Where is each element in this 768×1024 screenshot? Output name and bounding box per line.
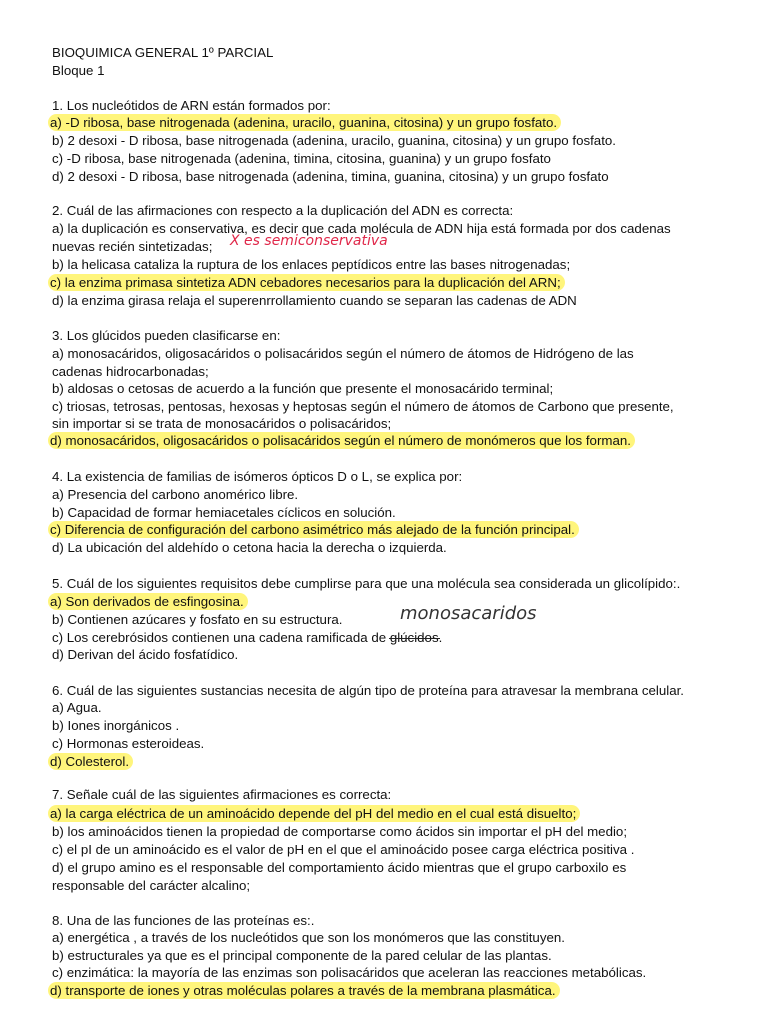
- q7-option-c: c) el pI de un aminoácido es el valor de pH en el que el aminoácido posee carga eléctrica positiva .: [52, 842, 635, 857]
- q8-option-a: a) energética , a través de los nucleótidos que son los monómeros que las constituyen.: [52, 930, 565, 945]
- question-2: 2. Cuál de las afirmaciones con respecto a la duplicación del ADN es correcta:: [52, 203, 514, 218]
- handwritten-note-monosacaridos: monosacaridos: [400, 603, 537, 624]
- q4-option-a: a) Presencia del carbono anomérico libre.: [52, 487, 299, 502]
- highlighted-answer: d) transporte de iones y otras moléculas polares a través de la membrana plasmática.: [48, 982, 560, 999]
- q3-option-b: b) aldosas o cetosas de acuerdo a la función que presente el monosacárido terminal;: [52, 381, 554, 396]
- struck-word: glúcidos: [389, 630, 439, 645]
- q8-option-d: [52, 982, 560, 999]
- handwritten-note-semiconservativa: X es semiconservativa: [230, 233, 388, 249]
- q7-option-a: [52, 805, 580, 822]
- q5-option-a: [52, 593, 248, 610]
- q1-option-a: [52, 114, 561, 131]
- q2-option-a-line1: a) la duplicación es conservativa, es decir que cada molécula de ADN hija está formada por dos cadenas: [52, 221, 671, 236]
- question-3: 3. Los glúcidos pueden clasificarse en:: [52, 328, 281, 343]
- highlighted-answer: d) monosacáridos, oligosacáridos o polisacáridos según el número de monómeros que los forman.: [48, 432, 635, 449]
- q1-option-b: b) 2 desoxi - D ribosa, base nitrogenada (adenina, uracilo, guanina, citosina) y un grupo fosfato.: [52, 133, 616, 148]
- q1-option-c: c) -D ribosa, base nitrogenada (adenina, timina, citosina, guanina) y un grupo fosfato: [52, 151, 551, 166]
- q6-option-d: [52, 753, 133, 770]
- question-6: 6. Cuál de las siguientes sustancias necesita de algún tipo de proteína para atravesar la membrana celular.: [52, 683, 684, 698]
- q5-option-d: d) Derivan del ácido fosfatídico.: [52, 647, 239, 662]
- q8-option-b: b) estructurales ya que es el principal componente de la pared celular de las plantas.: [52, 948, 552, 963]
- q4-option-d: d) La ubicación del aldehído o cetona hacia la derecha o izquierda.: [52, 540, 447, 555]
- q6-option-c: c) Hormonas esteroideas.: [52, 736, 205, 751]
- q1-option-d: d) 2 desoxi - D ribosa, base nitrogenada (adenina, timina, guanina, citosina) y un grupo fosfato: [52, 169, 609, 184]
- highlighted-answer: c) Diferencia de configuración del carbono asimétrico más alejado de la función principal.: [48, 521, 579, 538]
- q4-option-b: b) Capacidad de formar hemiacetales cíclicos en solución.: [52, 505, 396, 520]
- q6-option-a: a) Agua.: [52, 700, 102, 715]
- q7-option-d-line1: d) el grupo amino es el responsable del comportamiento ácido mientras que el grupo carboxilo es: [52, 860, 627, 875]
- document-title: BIOQUIMICA GENERAL 1º PARCIAL: [52, 45, 274, 60]
- q5-option-b: b) Contienen azúcares y fosfato en su estructura.: [52, 612, 343, 627]
- highlighted-answer: a) Son derivados de esfingosina.: [48, 593, 248, 610]
- q3-option-c-line1: c) triosas, tetrosas, pentosas, hexosas y heptosas según el número de átomos de Carbono que presente,: [52, 399, 674, 414]
- q6-option-b: b) Iones inorgánicos .: [52, 718, 180, 733]
- question-4: 4. La existencia de familias de isómeros ópticos D o L, se explica por:: [52, 469, 463, 484]
- question-1: 1. Los nucleótidos de ARN están formados por:: [52, 98, 331, 113]
- q2-option-d: d) la enzima girasa relaja el superenrrollamiento cuando se separan las cadenas de ADN: [52, 293, 577, 308]
- q2-option-c: [52, 274, 565, 291]
- document-subtitle: Bloque 1: [52, 63, 105, 78]
- question-7: 7. Señale cuál de las siguientes afirmaciones es correcta:: [52, 787, 392, 802]
- q3-option-c-line2: sin importar si se trata de monosacáridos o polisacáridos;: [52, 416, 392, 431]
- q2-option-a-line2: nuevas recién sintetizadas;: [52, 239, 213, 254]
- q3-option-a-line1: a) monosacáridos, oligosacáridos o polisacáridos según el número de átomos de Hidrógeno de las: [52, 346, 634, 361]
- question-8: 8. Una de las funciones de las proteínas es:.: [52, 913, 315, 928]
- highlighted-answer: a) la carga eléctrica de un aminoácido depende del pH del medio en el cual está disuelto;: [48, 805, 580, 822]
- q5-option-c-end: .: [438, 630, 443, 645]
- highlighted-answer: a) -D ribosa, base nitrogenada (adenina, uracilo, guanina, citosina) y un grupo fosfato.: [48, 114, 561, 131]
- highlighted-answer: d) Colesterol.: [48, 753, 133, 770]
- q5-option-c-text: c) Los cerebrósidos contienen una cadena ramificada de: [52, 630, 390, 645]
- q5-option-c: [52, 629, 442, 646]
- q7-option-b: b) los aminoácidos tienen la propiedad de comportarse como ácidos sin importar el pH del medio;: [52, 824, 628, 839]
- q3-option-d: [52, 432, 635, 449]
- q7-option-d-line2: responsable del carácter alcalino;: [52, 878, 251, 893]
- q2-option-b: b) la helicasa cataliza la ruptura de los enlaces peptídicos entre las bases nitrogenadas;: [52, 257, 571, 272]
- question-5: 5. Cuál de los siguientes requisitos debe cumplirse para que una molécula sea considerada un glicolípido:.: [52, 576, 681, 591]
- q8-option-c: c) enzimática: la mayoría de las enzimas son polisacáridos que aceleran las reacciones metabólicas.: [52, 965, 647, 980]
- q3-option-a-line2: cadenas hidrocarbonadas;: [52, 364, 209, 379]
- q4-option-c: [52, 521, 579, 538]
- highlighted-answer: c) la enzima primasa sintetiza ADN cebadores necesarios para la duplicación del ARN;: [48, 274, 565, 291]
